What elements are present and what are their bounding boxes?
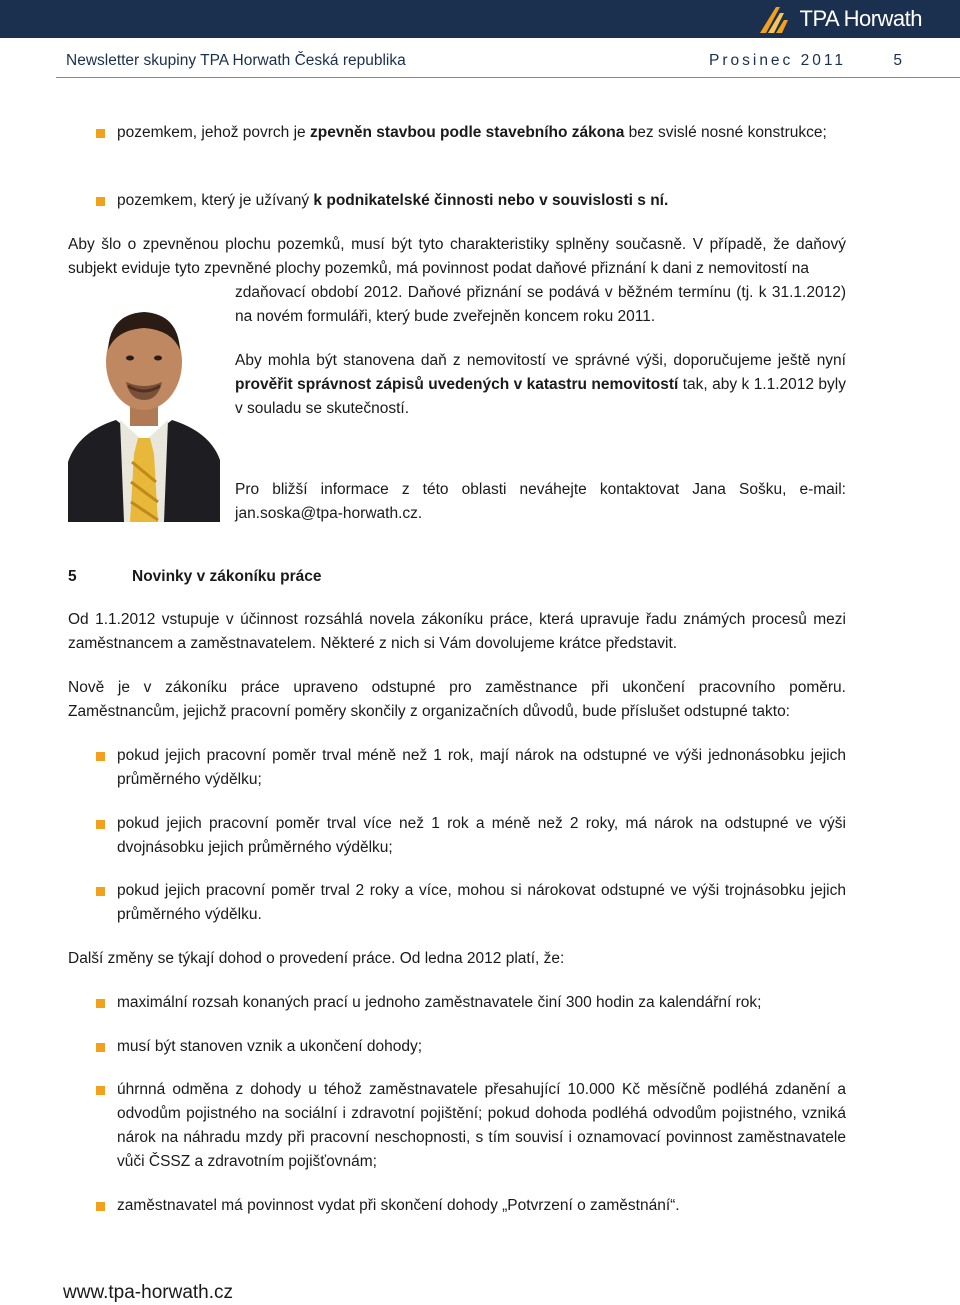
bullet-square-icon bbox=[96, 197, 105, 206]
section-heading bbox=[68, 566, 322, 588]
contact-paragraph: Pro bližší informace z této oblasti neváhejte kontaktovat Jana Sošku, e-mail: jan.soska@tpa-horwath.cz. bbox=[235, 481, 846, 522]
list-item: zaměstnavatel má povinnost vydat při skončení dohody „Potvrzení o zaměstnání“. bbox=[96, 1194, 846, 1218]
paragraph: Aby mohla být stanovena daň z nemovitostí ve správné výši, doporučujeme ještě nyní prověřit správnost zápisů uvedených v katastru nemovitostí tak, aby k 1.1.2012 byly v souladu se skutečností. bbox=[235, 352, 846, 417]
bullet-square-icon bbox=[96, 999, 105, 1008]
page-header bbox=[66, 52, 902, 74]
paragraph: Od 1.1.2012 vstupuje v účinnost rozsáhlá novela zákoníku práce, která upravuje řadu známých procesů mezi zaměstnancem a zaměstnavatelem. Některé z nich si Vám dovolujeme krátce představit. bbox=[68, 611, 846, 652]
logo-text: TPA Horwath bbox=[799, 6, 922, 31]
list-item: pozemkem, jehož povrch je zpevněn stavbou podle stavebního zákona bez svislé nosné konstrukce; bbox=[96, 121, 846, 145]
page-number: 5 bbox=[893, 52, 902, 69]
section-title: Novinky v zákoníku práce bbox=[132, 568, 322, 585]
contact-person-photo bbox=[68, 292, 220, 522]
header-divider bbox=[56, 77, 960, 78]
list-item: pokud jejich pracovní poměr trval 2 roky a více, mohou si nárokovat odstupné ve výši trojnásobku jejich průměrného výdělku. bbox=[96, 879, 846, 927]
tpa-horwath-logo bbox=[756, 3, 922, 35]
list-item: maximální rozsah konaných prací u jednoho zaměstnavatele činí 300 hodin za kalendářní rok; bbox=[96, 991, 846, 1015]
logo-mark-icon bbox=[756, 3, 796, 35]
bullet-square-icon bbox=[96, 129, 105, 138]
list-item: musí být stanoven vznik a ukončení dohody; bbox=[96, 1035, 846, 1059]
list-item: pokud jejich pracovní poměr trval méně než 1 rok, mají nárok na odstupné ve výši jednonásobku jejich průměrného výdělku; bbox=[96, 744, 846, 792]
newsletter-title: Newsletter skupiny TPA Horwath Česká republika bbox=[66, 52, 406, 69]
paragraph: Aby šlo o zpevněnou plochu pozemků, musí být tyto charakteristiky splněny současně. V případě, že daňový subjekt eviduje tyto zpevněné plochy pozemků, má povinnost podat daňové přiznání k dani z nemovitostí na bbox=[68, 236, 846, 277]
paragraph: zdaňovací období 2012. Daňové přiznání se podává v běžném termínu (tj. k 31.1.2012) na novém formuláři, který bude zveřejněn koncem roku 2011. bbox=[235, 284, 846, 325]
issue-date: Prosinec 2011 bbox=[709, 52, 846, 69]
bullet-square-icon bbox=[96, 887, 105, 896]
bullet-square-icon bbox=[96, 820, 105, 829]
footer-website-link[interactable]: www.tpa-horwath.cz bbox=[63, 1282, 234, 1303]
bullet-square-icon bbox=[96, 1043, 105, 1052]
bullet-square-icon bbox=[96, 1086, 105, 1095]
paragraph: Další změny se týkají dohod o provedení práce. Od ledna 2012 platí, že: bbox=[68, 950, 565, 967]
section-number: 5 bbox=[68, 568, 77, 585]
top-banner bbox=[0, 0, 960, 38]
bullet-square-icon bbox=[96, 752, 105, 761]
bullet-square-icon bbox=[96, 1202, 105, 1211]
paragraph: Nově je v zákoníku práce upraveno odstupné pro zaměstnance při ukončení pracovního poměru. Zaměstnancům, jejichž pracovní poměry skončily z organizačních důvodů, bude příslušet odstupné takto: bbox=[68, 679, 846, 720]
list-item: úhrnná odměna z dohody u téhož zaměstnavatele přesahující 10.000 Kč měsíčně podléhá zdanění a odvodům pojistného na sociální i zdravotní pojištění; pokud dohoda podléhá odvodům pojistného, vzniká nárok na náhradu mzdy při pracovní neschopnosti, s tím souvisí i oznamovací povinnost zaměstnavatele vůči ČSSZ a zdravotním pojišťovnám; bbox=[96, 1078, 846, 1174]
list-item: pokud jejich pracovní poměr trval více než 1 rok a méně než 2 roky, má nárok na odstupné ve výši dvojnásobku jejich průměrného výdělku; bbox=[96, 812, 846, 860]
list-item: pozemkem, který je užívaný k podnikatelské činnosti nebo v souvislosti s ní. bbox=[96, 189, 846, 213]
